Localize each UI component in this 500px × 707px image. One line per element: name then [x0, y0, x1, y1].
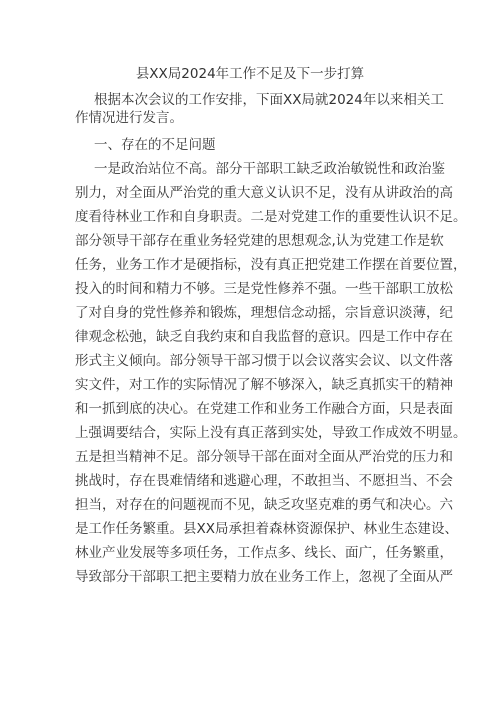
body-line: 导致部分干部职工把主要精力放在业务工作上，忽视了全面从严: [75, 569, 453, 585]
body-line: 五是担当精神不足。部分领导干部在面对全面从严治党的压力和: [75, 449, 453, 465]
body-line: 任务，业务工作才是硬指标，没有真正把党建工作摆在首要位置，: [75, 257, 467, 273]
body-line: 担当，对存在的问题视而不见，缺乏攻坚克难的勇气和决心。六: [75, 497, 453, 513]
document-title: 县XX局2024年工作不足及下一步打算: [135, 66, 365, 82]
document-body: [75, 91, 467, 589]
body-line: 形式主义倾向。部分领导干部习惯于以会议落实会议、以文件落: [75, 353, 453, 369]
body-line: 别力，对全面从严治党的重大意义认识不足，没有从讲政治的高: [75, 185, 453, 201]
body-line: 部分领导干部存在重业务轻党建的思想观念,认为党建工作是软: [75, 233, 444, 249]
intro-line: 根据本次会议的工作安排，下面XX局就2024年以来相关工: [94, 92, 444, 108]
body-line: 投入的时间和精力不够。三是党性修养不强。一些干部职工放松: [75, 281, 453, 297]
body-line: 是工作任务繁重。县XX局承担着森林资源保护、林业生态建设、: [75, 521, 458, 537]
body-line: 上强调要结合，实际上没有真正落到实处，导致工作成效不明显。: [75, 425, 467, 441]
body-line: 挑战时，存在畏难情绪和逃避心理，不敢担当、不愿担当、不会: [75, 473, 453, 489]
body-line: 一是政治站位不高。部分干部职工缺乏政治敏锐性和政治鉴: [94, 161, 445, 177]
body-line: 和一抓到底的决心。在党建工作和业务工作融合方面，只是表面: [75, 401, 453, 417]
section-heading: 一、存在的不足问题: [94, 137, 216, 153]
body-line: 律观念松弛，缺乏自我约束和自我监督的意识。四是工作中存在: [75, 329, 453, 345]
body-line: 了对自身的党性修养和锻炼，理想信念动摇，宗旨意识淡薄，纪: [75, 305, 453, 321]
body-line: 实文件，对工作的实际情况了解不够深入，缺乏真抓实干的精神: [75, 377, 453, 393]
intro-line: 作情况进行发言。: [75, 110, 183, 126]
body-line: 林业产业发展等多项任务，工作点多、线长、面广，任务繁重，: [75, 545, 453, 561]
body-line: 度看待林业工作和自身职责。二是对党建工作的重要性认识不足。: [75, 209, 467, 225]
